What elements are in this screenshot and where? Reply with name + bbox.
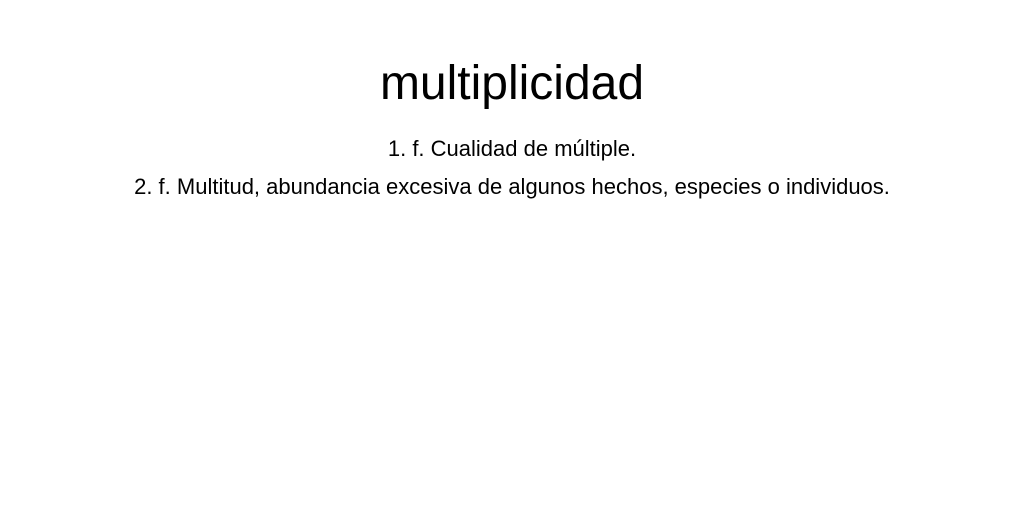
- definition-1: 1. f. Cualidad de múltiple.: [387, 136, 637, 161]
- definition-list: [0, 130, 1024, 206]
- definition-2: 2. f. Multitud, abundancia excesiva de algunos hechos, especies o individuos.: [134, 174, 890, 199]
- headword-title: multiplicidad: [379, 57, 645, 110]
